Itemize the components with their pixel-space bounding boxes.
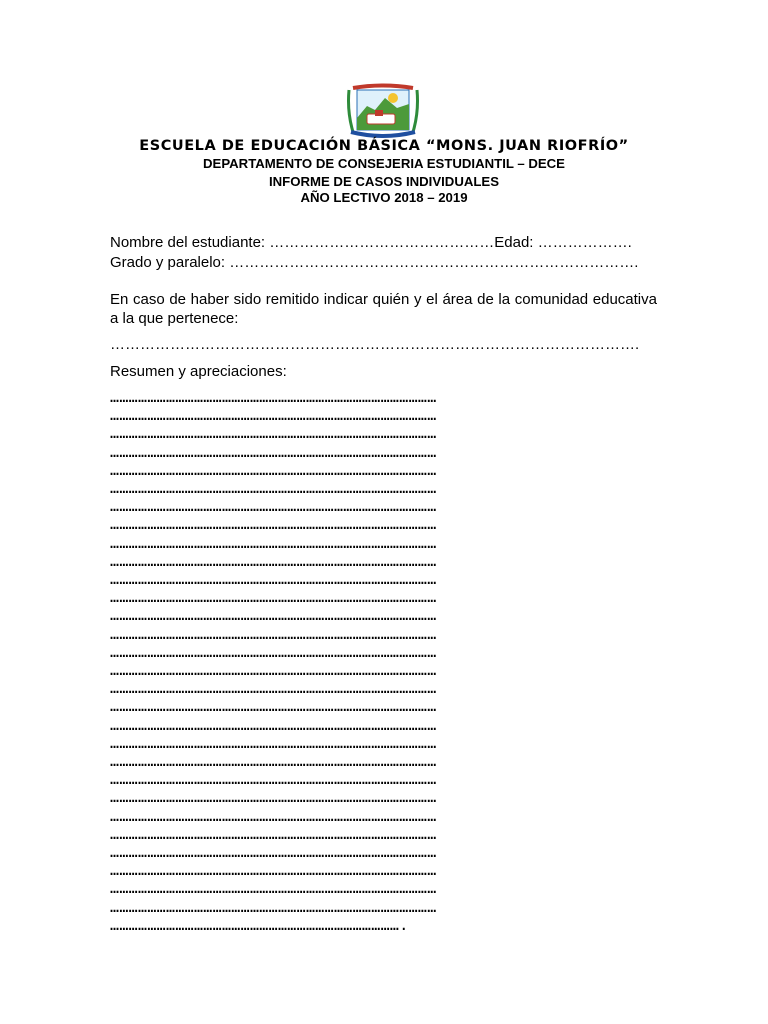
school-name-heading: ESCUELA DE EDUCACIÓN BÁSICA “MONS. JUAN RIOFRÍO” — [139, 138, 629, 154]
summary-label: Resumen y apreciaciones: — [110, 363, 287, 380]
school-crest-logo — [345, 82, 421, 140]
school-year-heading: AÑO LECTIVO 2018 – 2019 — [300, 190, 468, 205]
student-name-age-field: Nombre del estudiante: ………………………………………Edad: ………………. — [110, 234, 632, 251]
report-title-heading: INFORME DE CASOS INDIVIDUALES — [268, 174, 500, 189]
referral-question: En caso de haber sido remitido indicar quién y el área de la comunidad educativa a la que pertenece: — [110, 291, 657, 327]
summary-lines: …………………………………………………………………………………………… …………………………………………………………………………………………… …………………………………………………………………………………………… …………………………………………………………………………………………… …………………………………………………………………………………………… …………………………………………………………………………………………… …………………………………………………………………………………………… …………………………………………………………………………………………… …………………………………………………………………………………………… …………………………………………………………………………………………… …………………………………………………………………………………………… …………………………………………………………………………………………… …………………………………………………………………………………………… …………………………………………………………………………………………… …………………………………………………………………………………………… …………………………………………………………………………………………… …………………………………………………………………………………………… …………………………………………………………………………………………… …………………………………………………………………………………………… …………………………………………………………………………………………… …………………………………………………………………………………………… …………………………………………………………………………………………… …………………………………………………………………………………………… …………………………………………………………………………………………… …………………………………………………………………………………………… …………………………………………………………………………………………… …………………………………………………………………………………………… …………………………………………………………………………………………… …………………………………………………………………………………………… …………………………………………………………………………………. — [110, 388, 437, 934]
referral-answer-line: ……………………………………………………………………………………………. — [110, 336, 640, 353]
grade-section-field: Grado y paralelo: ………………………………………………………………………. — [110, 254, 639, 271]
department-heading: DEPARTAMENTO DE CONSEJERIA ESTUDIANTIL – DECE — [203, 156, 565, 171]
